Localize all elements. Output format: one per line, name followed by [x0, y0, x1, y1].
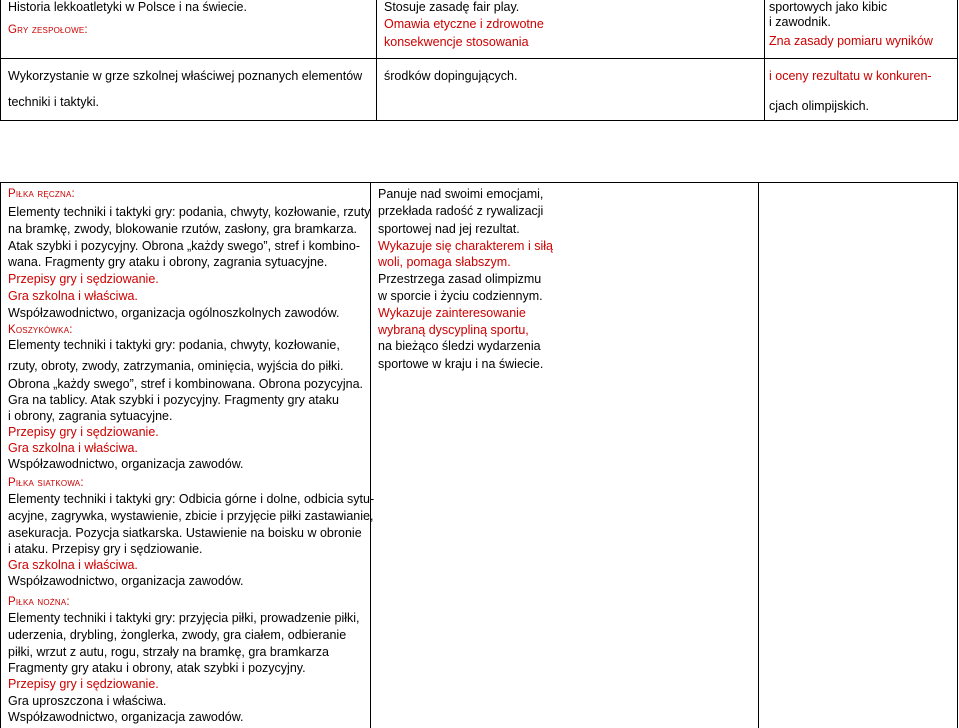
attitudes-line: sportowej nad jej rezultat.	[378, 222, 520, 236]
attitudes-line: Wykazuje zainteresowanie	[378, 306, 526, 320]
bottom-table-border-left	[0, 182, 1, 728]
football-heading: Piłka nożna:	[8, 596, 70, 608]
attitudes-line: przekłada radość z rywalizacji	[378, 204, 544, 218]
attitudes-line: Wykazuje się charakterem i siłą	[378, 239, 553, 253]
top-table-divider-1	[376, 0, 377, 120]
basketball-line: i obrony, zagrania sytuacyjne.	[8, 409, 173, 423]
top-table-divider-2	[764, 0, 765, 120]
bottom-table-divider-1	[370, 182, 371, 728]
handball-line: Przepisy gry i sędziowanie.	[8, 272, 159, 286]
handball-line: Współzawodnictwo, organizacja ogólnoszkolnych zawodów.	[8, 306, 340, 320]
attitudes-line: w sporcie i życiu codziennym.	[378, 289, 543, 303]
football-line: Elementy techniki i taktyki gry: przyjęcia piłki, prowadzenie piłki,	[8, 611, 360, 625]
football-line: Gra uproszczona i właściwa.	[8, 694, 167, 708]
bottom-table-border-right	[957, 182, 958, 728]
top-col3-line1: sportowych jako kibic	[769, 0, 888, 14]
top-col1-line4: techniki i taktyki.	[8, 95, 100, 109]
handball-line: wana. Fragmenty gry ataku i obrony, zagrania sytuacyjne.	[8, 255, 328, 269]
bottom-table-top-border	[0, 182, 958, 183]
attitudes-line: Panuje nad swoimi emocjami,	[378, 187, 544, 201]
handball-line: Elementy techniki i taktyki gry: podania, chwyty, kozłowanie, rzuty	[8, 205, 371, 219]
volleyball-line: acyjne, zagrywka, wystawienie, zbicie i przyjęcie piłki zastawianie,	[8, 509, 374, 523]
top-table-bottom-border	[0, 120, 958, 121]
top-col2-line1: Stosuje zasadę fair play.	[384, 0, 520, 14]
attitudes-line: na bieżąco śledzi wydarzenia	[378, 339, 541, 353]
top-col3-line2: i zawodnik.	[769, 15, 831, 29]
volleyball-line: Gra szkolna i właściwa.	[8, 558, 138, 572]
top-table-row-divider	[0, 58, 958, 59]
volleyball-line: i ataku. Przepisy gry i sędziowanie.	[8, 542, 203, 556]
team-games-heading: Gry zespołowe:	[8, 24, 88, 36]
top-table-border-left	[0, 0, 1, 120]
volleyball-line: Elementy techniki i taktyki gry: Odbicia górne i dolne, odbicia sytu-	[8, 492, 375, 506]
volleyball-line: Współzawodnictwo, organizacja zawodów.	[8, 574, 244, 588]
basketball-line: Przepisy gry i sędziowanie.	[8, 425, 159, 439]
attitudes-line: wybraną dyscypliną sportu,	[378, 323, 529, 337]
football-line: Współzawodnictwo, organizacja zawodów.	[8, 710, 244, 724]
top-col3-line4: i oceny rezultatu w konkuren-	[769, 69, 932, 83]
football-line: Fragmenty gry ataku i obrony, atak szybki i pozycyjny.	[8, 661, 306, 675]
top-col1-line1: Historia lekkoatletyki w Polsce i na świecie.	[8, 0, 247, 14]
handball-line: na bramkę, zwody, blokowanie rzutów, zasłony, gra bramkarza.	[8, 222, 357, 236]
basketball-heading: Koszykówka:	[8, 324, 73, 336]
football-line: Przepisy gry i sędziowanie.	[8, 677, 159, 691]
basketball-line: Elementy techniki i taktyki gry: podania, chwyty, kozłowanie,	[8, 338, 340, 352]
handball-line: Atak szybki i pozycyjny. Obrona „każdy swego”, stref i kombino-	[8, 239, 360, 253]
volleyball-heading: Piłka siatkowa:	[8, 477, 84, 489]
attitudes-line: woli, pomaga słabszym.	[378, 255, 511, 269]
handball-heading: Piłka ręczna:	[8, 188, 75, 200]
attitudes-line: Przestrzega zasad olimpizmu	[378, 272, 542, 286]
football-line: piłki, wrzut z autu, rogu, strzały na bramkę, gra bramkarza	[8, 645, 329, 659]
top-col1-line3: Wykorzystanie w grze szkolnej właściwej poznanych elementów	[8, 69, 363, 83]
top-col3-line5: cjach olimpijskich.	[769, 99, 870, 113]
bottom-table-divider-2	[758, 182, 759, 728]
basketball-line: rzuty, obroty, zwody, zatrzymania, ominięcia, wyjścia do piłki.	[8, 359, 344, 373]
basketball-line: Współzawodnictwo, organizacja zawodów.	[8, 457, 244, 471]
top-col2-line3: konsekwencje stosowania	[384, 35, 529, 49]
attitudes-line: sportowe w kraju i na świecie.	[378, 357, 544, 371]
basketball-line: Gra szkolna i właściwa.	[8, 441, 138, 455]
top-table-border-right	[957, 0, 958, 120]
top-col2-line4: środków dopingujących.	[384, 69, 518, 83]
top-col2-line2: Omawia etyczne i zdrowotne	[384, 17, 544, 31]
volleyball-line: asekuracja. Pozycja siatkarska. Ustawienie na boisku w obronie	[8, 526, 362, 540]
top-col3-line3: Zna zasady pomiaru wyników	[769, 34, 933, 48]
handball-line: Gra szkolna i właściwa.	[8, 289, 138, 303]
basketball-line: Gra na tablicy. Atak szybki i pozycyjny. Fragmenty gry ataku	[8, 393, 339, 407]
football-line: uderzenia, drybling, żonglerka, zwody, gra ciałem, odbieranie	[8, 628, 347, 642]
basketball-line: Obrona „każdy swego”, stref i kombinowana. Obrona pozycyjna.	[8, 377, 364, 391]
